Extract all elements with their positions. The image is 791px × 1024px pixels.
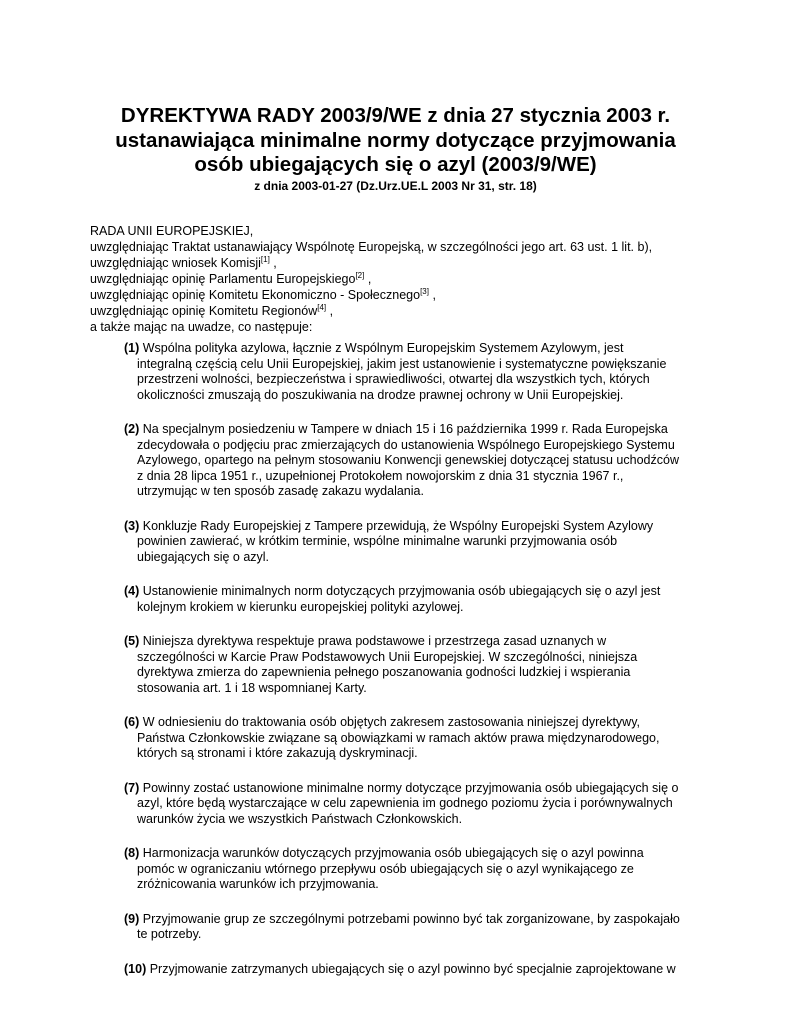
preamble-item	[90, 303, 730, 319]
recital	[124, 846, 704, 893]
recital-line	[124, 388, 704, 404]
recital-line	[124, 962, 704, 978]
recital-text: warunków życia we wszystkich Państwach Członkowskich.	[137, 811, 463, 826]
recital-text: integralną częścią celu Unii Europejskiej, jakim jest ustanowienie i systematyczne powiększanie	[137, 356, 667, 371]
recital-line	[124, 600, 704, 616]
recital-line	[124, 746, 704, 762]
recital-text: Niniejsza dyrektywa respektuje prawa podstawowe i przestrzega zasad uznanych w	[139, 634, 607, 648]
recital-line	[124, 372, 704, 388]
title-line: DYREKTYWA RADY 2003/9/WE z dnia 27 stycznia 2003 r.	[120, 104, 671, 127]
recital-line	[124, 927, 704, 943]
preamble-item-text: uwzględniając opinię Komitetu Regionów	[90, 304, 318, 318]
recital-number: (7)	[124, 780, 140, 795]
recital-text: stosowania art. 1 i 18 wspomnianej Karty.	[137, 680, 367, 695]
recital-line	[124, 912, 704, 928]
recital-text: Wspólna polityka azylowa, łącznie z Wspólnym Europejskim Systemem Azylowym, jest	[139, 341, 624, 355]
recitals-list	[124, 341, 704, 996]
recital-line	[124, 484, 704, 500]
title-line: osób ubiegających się o azyl (2003/9/WE)	[194, 153, 597, 176]
recital-line	[124, 534, 704, 550]
preamble-closing: a także mając na uwadze, co następuje:	[90, 320, 313, 334]
preamble-treaty: uwzględniając Traktat ustanawiający Wspólnotę Europejską, w szczególności jego art. 63 ust. 1 lit. b),	[90, 240, 653, 254]
recital-number: (1)	[124, 341, 140, 355]
document-header	[60, 104, 731, 194]
footnote-link[interactable]: [2]	[355, 271, 365, 280]
preamble-item-text: uwzględniając opinię Parlamentu Europejskiego	[90, 272, 356, 286]
recital-line	[124, 341, 704, 357]
recital-number: (5)	[124, 634, 140, 648]
preamble-item-tail: ,	[326, 304, 334, 318]
recital-line	[124, 650, 704, 666]
recital-line	[124, 469, 704, 485]
recital-text: Przyjmowanie grup ze szczególnymi potrzebami powinno być tak zorganizowane, by zaspokajało	[139, 911, 680, 926]
recital-number: (4)	[124, 584, 140, 598]
recital-text: okoliczności zmuszają do poszukiwania na drodze prawnej ochrony w Unii Europejskiej.	[137, 387, 624, 402]
recital-line	[124, 438, 704, 454]
recital-number: (8)	[124, 846, 140, 860]
recital-text: Konkluzje Rady Europejskiej z Tampere przewidują, że Wspólny Europejski System Azylowy	[139, 518, 654, 533]
recital-number: (10)	[124, 961, 147, 976]
recital-line	[124, 634, 704, 650]
recital-line	[124, 550, 704, 566]
document-subtitle: z dnia 2003-01-27 (Dz.Urz.UE.L 2003 Nr 31, str. 18)	[254, 178, 537, 193]
recital-text: zróżnicowania warunków ich przyjmowania.	[137, 877, 379, 891]
recital-text: Na specjalnym posiedzeniu w Tampere w dniach 15 i 16 października 1999 r. Rada Europejska	[139, 422, 668, 436]
recital-text: powinien zawierać, w krótkim terminie, wspólne minimalne warunki przyjmowania osób	[137, 534, 618, 548]
recital-text: dyrektywa zmierza do zapewnienia pełnego poszanowania godności ludzkiej i wspierania	[137, 665, 631, 679]
recital	[124, 962, 704, 978]
recital-text: szczególności w Karcie Praw Podstawowych Unii Europejskiej. W szczególności, niniejsza	[137, 649, 638, 664]
footnote-link[interactable]: [3]	[420, 287, 429, 296]
recital-line	[124, 812, 704, 828]
recital	[124, 341, 704, 403]
recital-text: Harmonizacja warunków dotyczących przyjmowania osób ubiegających się o azyl powinna	[139, 846, 644, 860]
recital	[124, 519, 704, 566]
preamble-item	[90, 287, 730, 303]
preamble-item-tail: ,	[428, 288, 436, 302]
recital-text: Azylowego, opartego na pełnym stosowaniu Konwencji genewskiej dotyczącej statusu uchodźców	[137, 453, 679, 467]
recital-text: Państwa Członkowskie związane są obowiązkami w ramach aktów prawa międzynarodowego,	[137, 730, 660, 745]
recital-line	[124, 862, 704, 878]
recital	[124, 584, 704, 615]
recital-text: Przyjmowanie zatrzymanych ubiegających się o azyl powinno być specjalnie zaprojektowane w	[146, 961, 676, 976]
recital-line	[124, 453, 704, 469]
recital-number: (3)	[124, 518, 140, 533]
recital-text: przestrzeni wolności, bezpieczeństwa i sprawiedliwości, otwartej dla wszystkich tych, których	[137, 372, 650, 386]
preamble-item	[90, 255, 730, 271]
recital-line	[124, 846, 704, 862]
recital	[124, 912, 704, 943]
recital	[124, 422, 704, 500]
preamble-item-text: uwzględniając wniosek Komisji	[90, 256, 261, 270]
title-line: ustanawiająca minimalne normy dotyczące przyjmowania	[115, 128, 676, 152]
recital-text: Powinny zostać ustanowione minimalne normy dotyczące przyjmowania osób ubiegających się o	[139, 780, 679, 795]
recital-text: te potrzeby.	[137, 927, 202, 941]
recital-text: których są stronami i które zakazują dyskryminacji.	[137, 746, 418, 760]
preamble-item-tail: ,	[364, 272, 372, 286]
recital-number: (9)	[124, 911, 140, 926]
recital-text: kolejnym krokiem w kierunku europejskiej polityki azylowej.	[137, 599, 464, 614]
preamble-intro: RADA UNII EUROPEJSKIEJ,	[90, 224, 254, 238]
recital-line	[124, 877, 704, 893]
preamble-item	[90, 271, 730, 287]
recital-text: z dnia 28 lipca 1951 r., uzupełnionej Protokołem nowojorskim z dnia 31 stycznia 1967 r.,	[137, 468, 624, 483]
recital-line	[124, 357, 704, 373]
recital-text: ubiegających się o azyl.	[137, 549, 270, 564]
recital-text: W odniesieniu do traktowania osób objętych zakresem zastosowania niniejszej dyrektywy,	[139, 715, 640, 729]
recital-line	[124, 796, 704, 812]
recital-text: utrzymując w ten sposób zasadę zakazu wydalania.	[137, 484, 424, 498]
recital-line	[124, 422, 704, 438]
footnote-link[interactable]: [4]	[317, 303, 327, 312]
preamble	[90, 223, 730, 335]
preamble-item-text: uwzględniając opinię Komitetu Ekonomiczno - Społecznego	[90, 288, 421, 302]
recital-line	[124, 519, 704, 535]
recital-line	[124, 715, 704, 731]
recital-line	[124, 731, 704, 747]
recital-text: pomóc w ograniczaniu wtórnego przepływu osób ubiegających się o azyl wynikającego ze	[137, 861, 634, 876]
recital-number: (2)	[124, 422, 140, 436]
recital-text: Ustanowienie minimalnych norm dotyczących przyjmowania osób ubiegających się o azyl jest	[139, 584, 661, 598]
recital	[124, 634, 704, 696]
recital-text: zdecydowała o podjęciu prac zmierzających do ustanowienia Wspólnego Europejskiego Systemu	[137, 437, 675, 452]
recital-line	[124, 681, 704, 697]
recital	[124, 715, 704, 762]
recital-line	[124, 781, 704, 797]
recital	[124, 781, 704, 828]
recital-line	[124, 665, 704, 681]
recital-text: azyl, które będą wystarczające w celu zapewnienia im godnego poziomu życia i porównywalnych	[137, 796, 673, 810]
recital-line	[124, 584, 704, 600]
recital-number: (6)	[124, 715, 140, 729]
document-title	[60, 104, 731, 178]
footnote-link[interactable]: [1]	[260, 255, 270, 264]
preamble-item-tail: ,	[269, 256, 277, 270]
